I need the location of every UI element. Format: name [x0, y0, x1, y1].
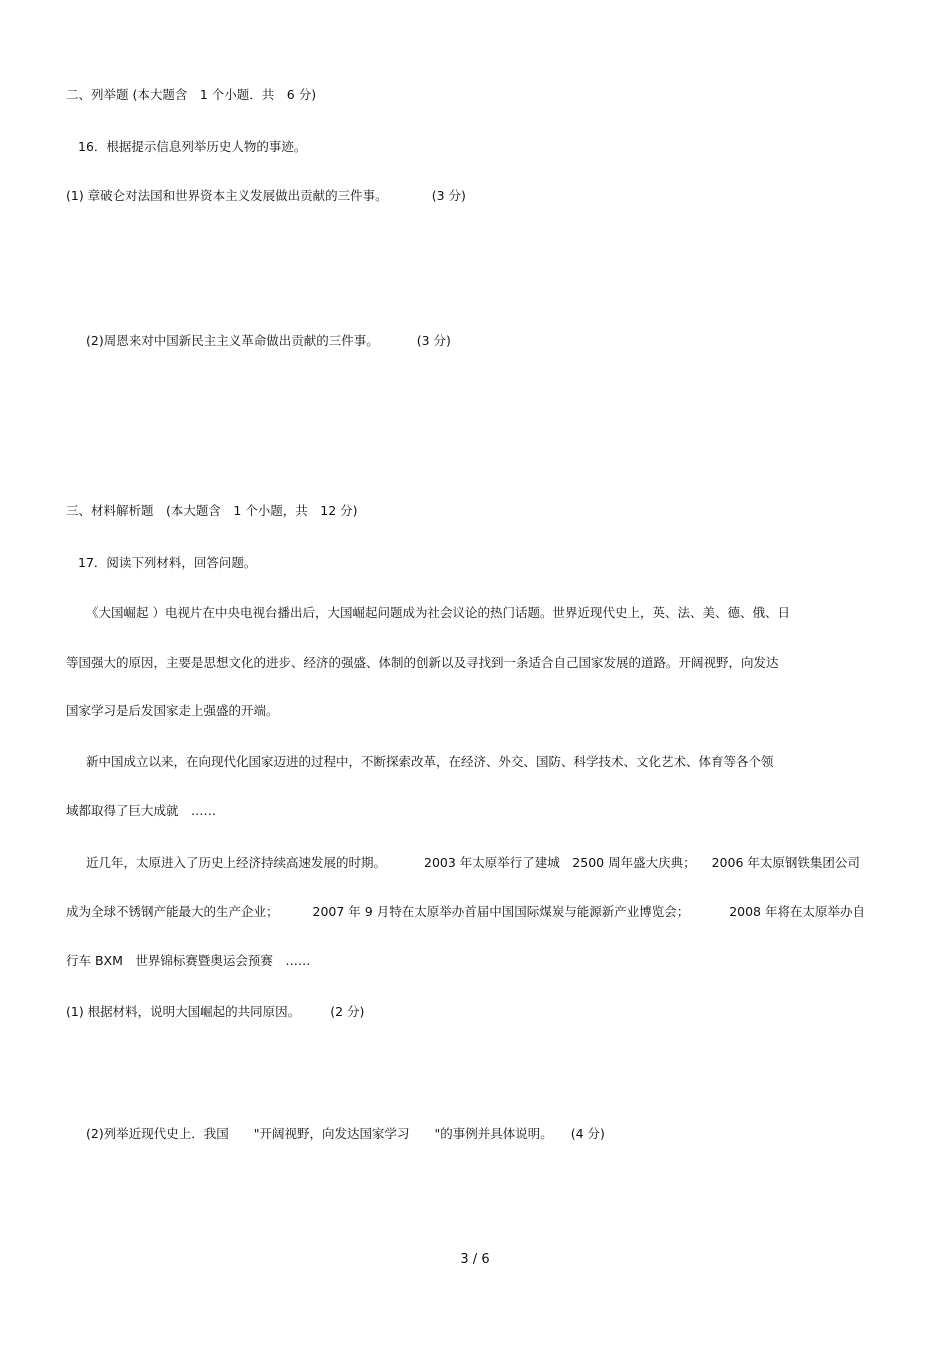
question-17-part-1 [66, 1004, 364, 1020]
material-paragraph-2-line-2: 域都取得了巨大成就 …… [66, 803, 217, 818]
question-16-stem: 16．根据提示信息列举历史人物的事迹。 [78, 139, 307, 154]
material-paragraph-1-line-1: 《大国崛起 ）电视片在中央电视台播出后，大国崛起问题成为社会议论的热门话题。世界近现代史上，英、法、美、德、俄、日 [86, 605, 790, 620]
part-text: (2)周恩来对中国新民主主义革命做出贡献的三件事。 [86, 333, 379, 348]
part-text: (1) 根据材料，说明大国崛起的共同原因。 [66, 1004, 301, 1019]
page-number: 3 / 6 [460, 1252, 490, 1267]
material-paragraph-3-line-1 [86, 855, 860, 871]
text-segment: 2006 年太原钢铁集团公司 [711, 855, 860, 870]
part-score: (4 分) [570, 1126, 605, 1141]
section-2-title: 二、列举题 (本大题含 1 个小题．共 6 分) [66, 87, 317, 102]
material-paragraph-3-line-2 [66, 904, 865, 920]
question-16-part-2 [86, 333, 451, 349]
section-3-title: 三、材料解析题 (本大题含 1 个小题，共 12 分) [66, 503, 358, 518]
text-segment: 2003 年太原举行了建城 2500 周年盛大庆典； [424, 855, 696, 870]
material-paragraph-1-line-2: 等国强大的原因，主要是思想文化的进步、经济的强盛、体制的创新以及寻找到一条适合自己国家发展的道路。开阔视野，向发达 [66, 655, 779, 670]
part-score: (2 分) [330, 1004, 365, 1019]
material-paragraph-1-line-3: 国家学习是后发国家走上强盛的开端。 [66, 703, 279, 718]
text-segment: 2008 年将在太原举办自 [729, 904, 865, 919]
material-paragraph-2-line-1: 新中国成立以来，在向现代化国家迈进的过程中，不断探索改革，在经济、外交、国防、科学技术、文化艺术、体育等各个领 [86, 754, 774, 769]
question-17-stem: 17．阅读下列材料，回答问题。 [78, 555, 257, 570]
part-score: (3 分) [431, 188, 466, 203]
text-segment: 成为全球不锈钢产能最大的生产企业； [66, 904, 279, 919]
material-paragraph-3-line-3: 行车 BXM 世界锦标赛暨奥运会预赛 …… [66, 953, 311, 968]
part-text: (1) 章破仑对法国和世界资本主义发展做出贡献的三件事。 [66, 188, 388, 203]
part-score: (3 分) [416, 333, 451, 348]
text-segment: 2007 年 9 月特在太原举办首届中国国际煤炭与能源新产业博览会； [312, 904, 690, 919]
part-text: (2)列举近现代史上．我国 "开阔视野，向发达国家学习 "的事例并具体说明。 [86, 1126, 553, 1141]
question-16-part-1 [66, 188, 466, 204]
question-17-part-2 [86, 1126, 605, 1142]
text-segment: 近几年，太原进入了历史上经济持续高速发展的时期。 [86, 855, 387, 870]
